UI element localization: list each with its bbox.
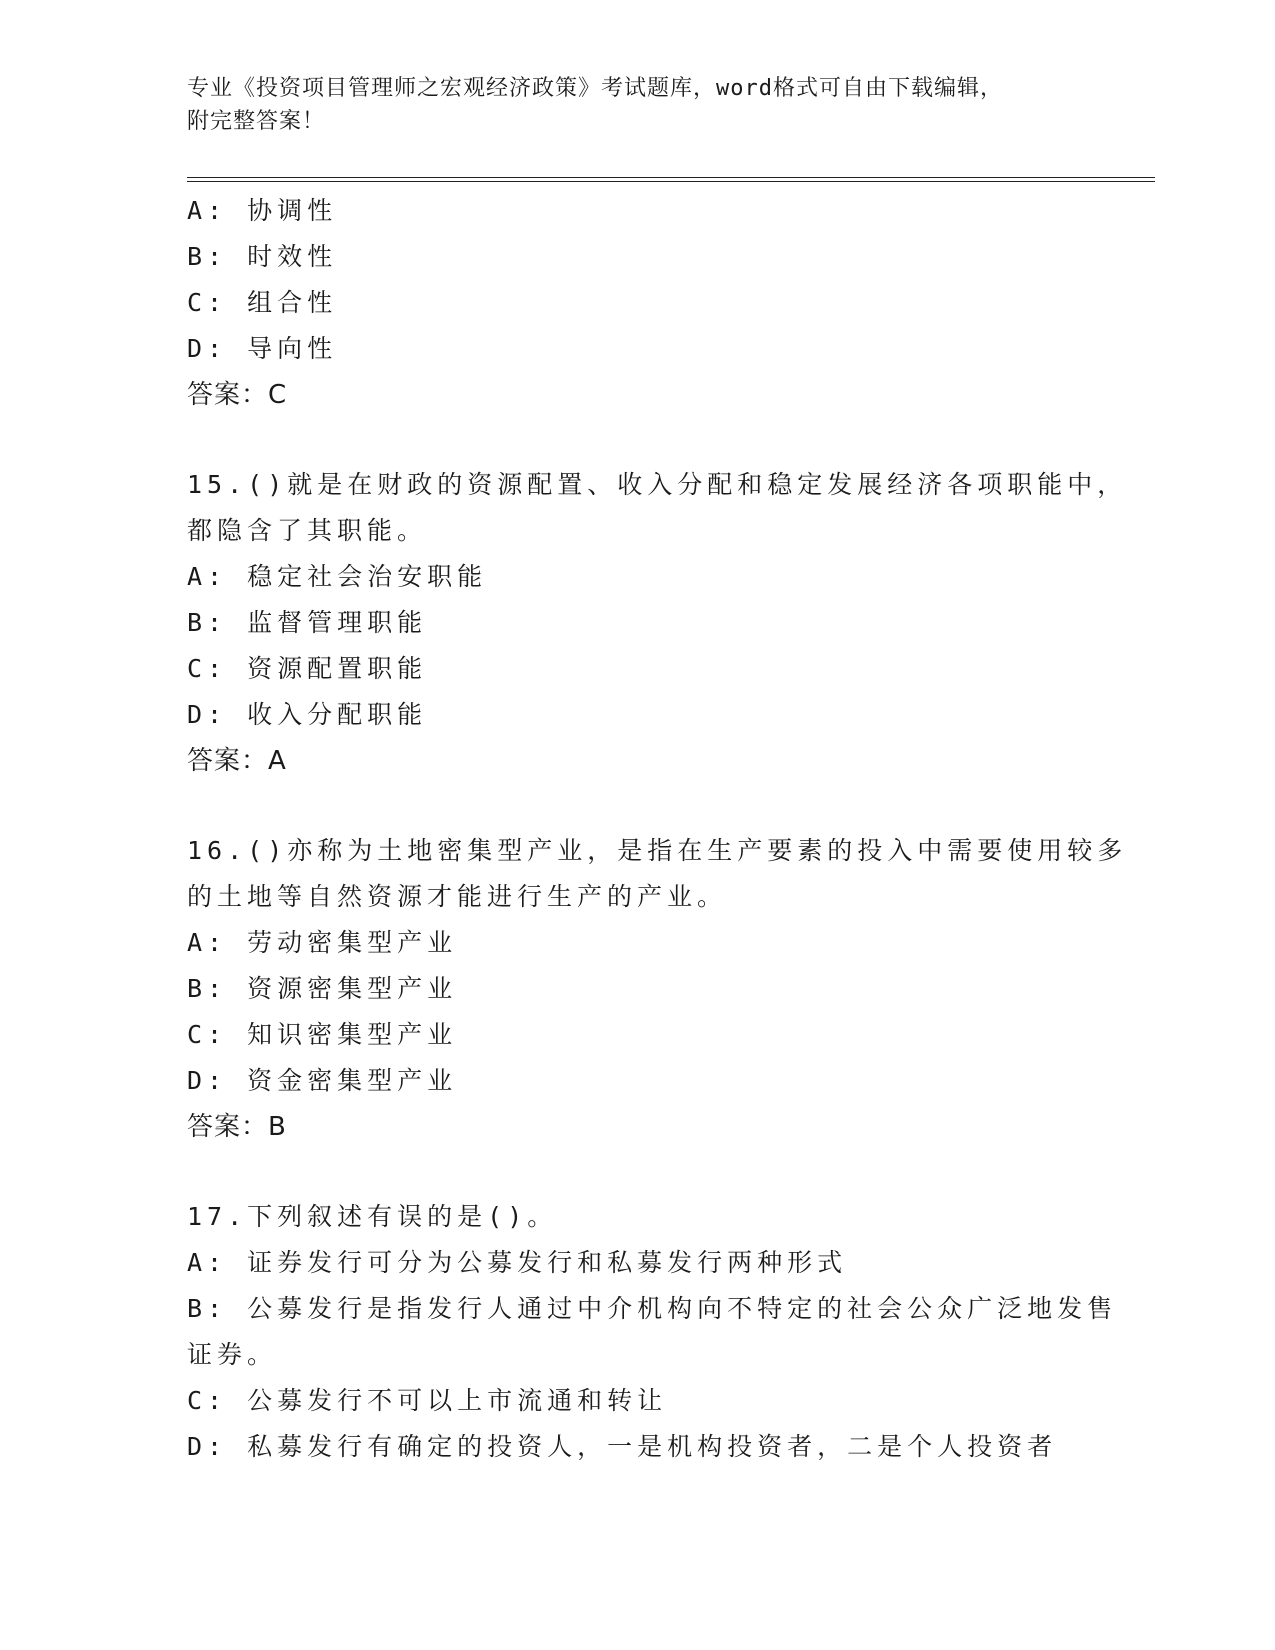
question-content bbox=[187, 188, 1128, 1470]
answer: 答案：C bbox=[187, 380, 288, 410]
question-stem-line-1: 15.()就是在财政的资源配置、收入分配和稳定发展经济各项职能中， bbox=[187, 470, 1128, 499]
header-divider bbox=[187, 177, 1155, 182]
question-stem: 17.下列叙述有误的是()。 bbox=[187, 1202, 558, 1231]
answer: 答案：B bbox=[187, 1112, 287, 1142]
option-a: A: 协调性 bbox=[187, 196, 338, 225]
question-stem-line-1: 16.()亦称为土地密集型产业，是指在生产要素的投入中需要使用较多 bbox=[187, 836, 1128, 865]
spacer bbox=[187, 1150, 1087, 1194]
option-c: C: 公募发行不可以上市流通和转让 bbox=[187, 1386, 668, 1415]
header-line-1: 专业《投资项目管理师之宏观经济政策》考试题库，word格式可自由下载编辑， bbox=[187, 76, 1003, 101]
question-14 bbox=[187, 188, 1087, 418]
question-17 bbox=[187, 1194, 1118, 1470]
option-c: C: 知识密集型产业 bbox=[187, 1020, 458, 1049]
option-b-line-2: 证券。 bbox=[187, 1340, 278, 1369]
option-a: A: 稳定社会治安职能 bbox=[187, 562, 488, 591]
option-b: B: 监督管理职能 bbox=[187, 608, 428, 637]
option-b-line-1: B: 公募发行是指发行人通过中介机构向不特定的社会公众广泛地发售 bbox=[187, 1294, 1118, 1323]
option-d: D: 收入分配职能 bbox=[187, 700, 428, 729]
option-d: D: 私募发行有确定的投资人，一是机构投资者，二是个人投资者 bbox=[187, 1432, 1058, 1461]
spacer bbox=[187, 784, 1087, 828]
answer: 答案：A bbox=[187, 746, 287, 776]
question-stem-line-2: 都隐含了其职能。 bbox=[187, 516, 428, 545]
option-d: D: 导向性 bbox=[187, 334, 338, 363]
option-b: B: 时效性 bbox=[187, 242, 338, 271]
question-15 bbox=[187, 462, 1128, 784]
option-d: D: 资金密集型产业 bbox=[187, 1066, 458, 1095]
spacer bbox=[187, 418, 1087, 462]
option-b: B: 资源密集型产业 bbox=[187, 974, 458, 1003]
option-c: C: 资源配置职能 bbox=[187, 654, 428, 683]
option-a: A: 证券发行可分为公募发行和私募发行两种形式 bbox=[187, 1248, 848, 1277]
question-stem-line-2: 的土地等自然资源才能进行生产的产业。 bbox=[187, 882, 728, 911]
header-line-2: 附完整答案！ bbox=[187, 109, 326, 134]
option-c: C: 组合性 bbox=[187, 288, 338, 317]
question-16 bbox=[187, 828, 1128, 1150]
option-a: A: 劳动密集型产业 bbox=[187, 928, 458, 957]
document-header bbox=[187, 72, 1107, 138]
